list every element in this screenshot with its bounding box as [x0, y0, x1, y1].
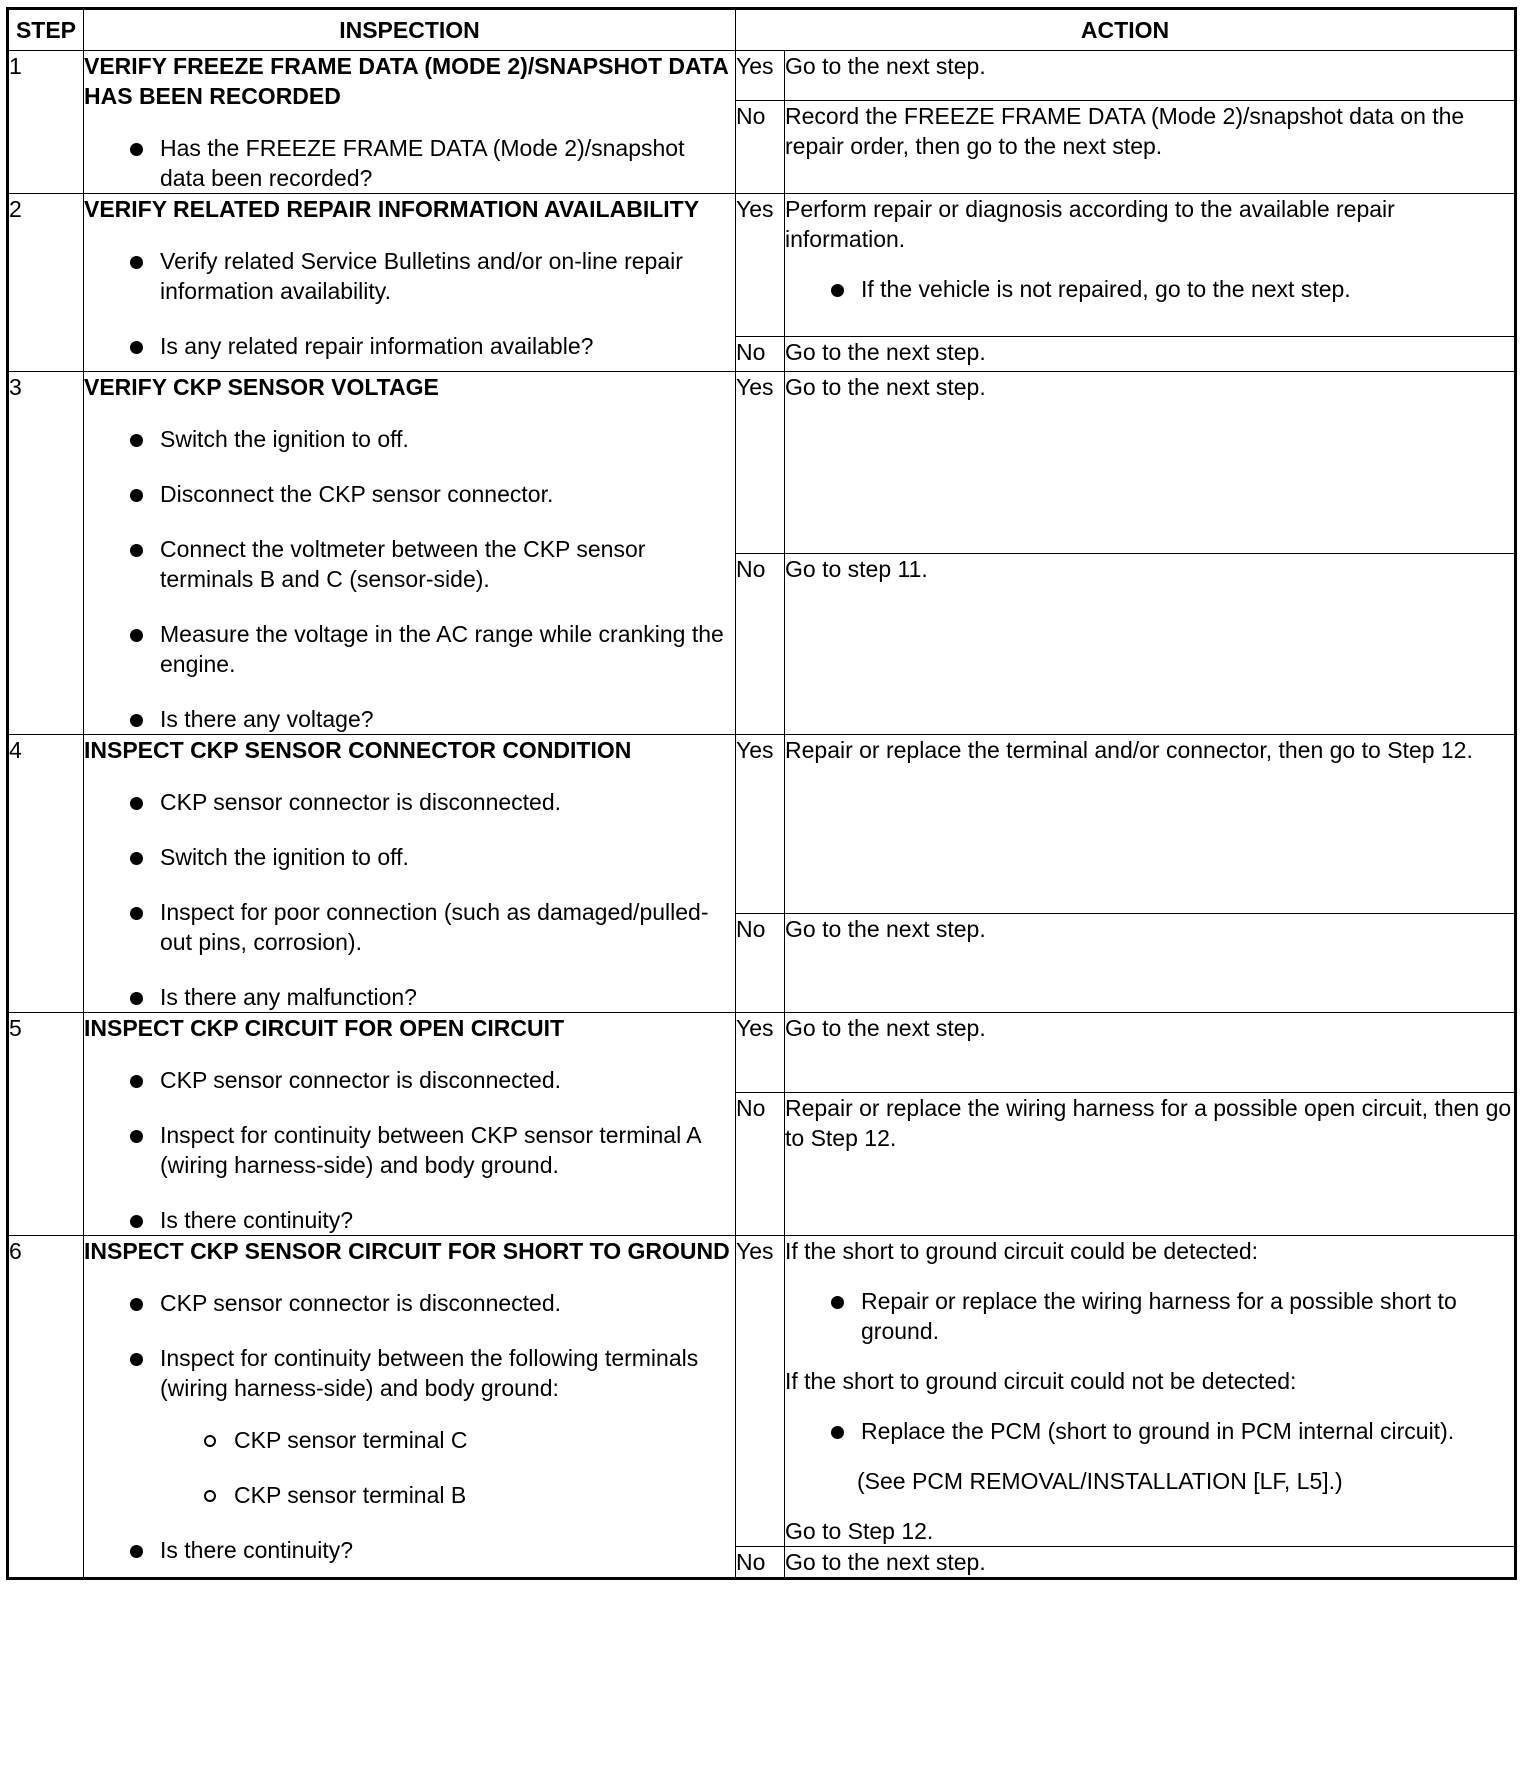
inspection-bullet: Inspect for poor connection (such as damaged/pulled-out pins, corrosion).	[128, 897, 735, 957]
no-action: Go to the next step.	[785, 1547, 1516, 1579]
yes-action-bullet: Replace the PCM (short to ground in PCM internal circuit).	[829, 1416, 1514, 1446]
inspection-title: INSPECT CKP CIRCUIT FOR OPEN CIRCUIT	[84, 1015, 565, 1041]
step-number: 6	[8, 1236, 84, 1579]
table-row	[8, 1013, 1516, 1093]
inspection-bullet: Is there continuity?	[128, 1535, 735, 1565]
inspection-bullet: CKP sensor connector is disconnected.	[128, 1288, 735, 1318]
inspection-title: INSPECT CKP SENSOR CIRCUIT FOR SHORT TO GROUND	[84, 1238, 730, 1264]
no-label: No	[736, 553, 785, 735]
no-label: No	[736, 337, 785, 372]
inspection-bullet: Is there any malfunction?	[128, 982, 735, 1012]
inspection-cell	[84, 194, 736, 372]
no-action: Go to the next step.	[785, 337, 1516, 372]
inspection-bullet: Disconnect the CKP sensor connector.	[128, 479, 735, 509]
yes-action-cell	[785, 194, 1516, 337]
yes-action: Perform repair or diagnosis according to the available repair information.	[785, 196, 1395, 252]
step-number: 4	[8, 735, 84, 1013]
no-label: No	[736, 101, 785, 194]
no-action: Go to the next step.	[785, 913, 1516, 1012]
inspection-bullet: Switch the ignition to off.	[128, 842, 735, 872]
header-action: ACTION	[736, 9, 1516, 51]
inspection-bullet: Measure the voltage in the AC range while cranking the engine.	[128, 619, 735, 679]
yes-action: Go to the next step.	[785, 51, 1516, 101]
no-action: Go to step 11.	[785, 553, 1516, 735]
no-action: Repair or replace the wiring harness for a possible open circuit, then go to Step 12.	[785, 1093, 1516, 1236]
yes-label: Yes	[736, 51, 785, 101]
inspection-title: VERIFY FREEZE FRAME DATA (MODE 2)/SNAPSHOT DATA HAS BEEN RECORDED	[84, 53, 729, 109]
yes-action: Go to the next step.	[785, 1013, 1516, 1093]
step-number: 2	[8, 194, 84, 372]
inspection-bullet: CKP sensor connector is disconnected.	[128, 1065, 735, 1095]
yes-action: Go to the next step.	[785, 372, 1516, 554]
header-inspection: INSPECTION	[84, 9, 736, 51]
inspection-bullet: CKP sensor connector is disconnected.	[128, 787, 735, 817]
inspection-bullet-with-subitems	[128, 1343, 735, 1510]
yes-action: Repair or replace the terminal and/or connector, then go to Step 12.	[785, 735, 1516, 914]
inspection-bullet: Verify related Service Bulletins and/or on-line repair information availability.	[128, 246, 735, 306]
header-row	[8, 9, 1516, 51]
inspection-sub-bullet: CKP sensor terminal C	[202, 1425, 735, 1455]
inspection-bullet-text: Inspect for continuity between the following terminals (wiring harness-side) and body ground:	[160, 1345, 699, 1401]
inspection-bullet: Inspect for continuity between CKP sensor terminal A (wiring harness-side) and body ground.	[128, 1120, 735, 1180]
yes-action-detected: If the short to ground circuit could be detected:	[785, 1238, 1259, 1264]
inspection-cell	[84, 1013, 736, 1236]
yes-label: Yes	[736, 194, 785, 337]
table-row	[8, 1236, 1516, 1547]
inspection-bullet: Switch the ignition to off.	[128, 424, 735, 454]
inspection-bullet: Has the FREEZE FRAME DATA (Mode 2)/snapshot data been recorded?	[128, 133, 735, 193]
inspection-bullet: Is there any voltage?	[128, 704, 735, 734]
yes-action-goto: Go to Step 12.	[785, 1518, 934, 1544]
no-label: No	[736, 1093, 785, 1236]
yes-label: Yes	[736, 1236, 785, 1547]
table-row	[8, 735, 1516, 914]
inspection-bullet: Connect the voltmeter between the CKP sensor terminals B and C (sensor-side).	[128, 534, 735, 594]
inspection-cell	[84, 51, 736, 194]
inspection-cell	[84, 372, 736, 735]
yes-action-reference: (See PCM REMOVAL/INSTALLATION [LF, L5].)	[857, 1468, 1343, 1494]
inspection-title: VERIFY RELATED REPAIR INFORMATION AVAILABILITY	[84, 196, 700, 222]
yes-action-bullet: If the vehicle is not repaired, go to the next step.	[829, 274, 1514, 304]
diagnostic-procedure-table	[6, 7, 1517, 1580]
table-row	[8, 372, 1516, 554]
step-number: 3	[8, 372, 84, 735]
yes-action-cell	[785, 1236, 1516, 1547]
no-label: No	[736, 913, 785, 1012]
inspection-title: INSPECT CKP SENSOR CONNECTOR CONDITION	[84, 737, 632, 763]
no-label: No	[736, 1547, 785, 1579]
yes-action-bullet: Repair or replace the wiring harness for a possible short to ground.	[829, 1286, 1514, 1346]
inspection-cell	[84, 1236, 736, 1579]
table-row	[8, 51, 1516, 101]
yes-action-not-detected: If the short to ground circuit could not be detected:	[785, 1368, 1297, 1394]
inspection-title: VERIFY CKP SENSOR VOLTAGE	[84, 374, 439, 400]
inspection-bullet: Is any related repair information available?	[128, 331, 735, 361]
inspection-sub-bullet: CKP sensor terminal B	[202, 1480, 735, 1510]
inspection-cell	[84, 735, 736, 1013]
no-action: Record the FREEZE FRAME DATA (Mode 2)/snapshot data on the repair order, then go to the next step.	[785, 101, 1516, 194]
step-number: 5	[8, 1013, 84, 1236]
yes-label: Yes	[736, 1013, 785, 1093]
inspection-bullet: Is there continuity?	[128, 1205, 735, 1235]
yes-label: Yes	[736, 372, 785, 554]
step-number: 1	[8, 51, 84, 194]
table-row	[8, 194, 1516, 337]
yes-label: Yes	[736, 735, 785, 914]
header-step: STEP	[8, 9, 84, 51]
